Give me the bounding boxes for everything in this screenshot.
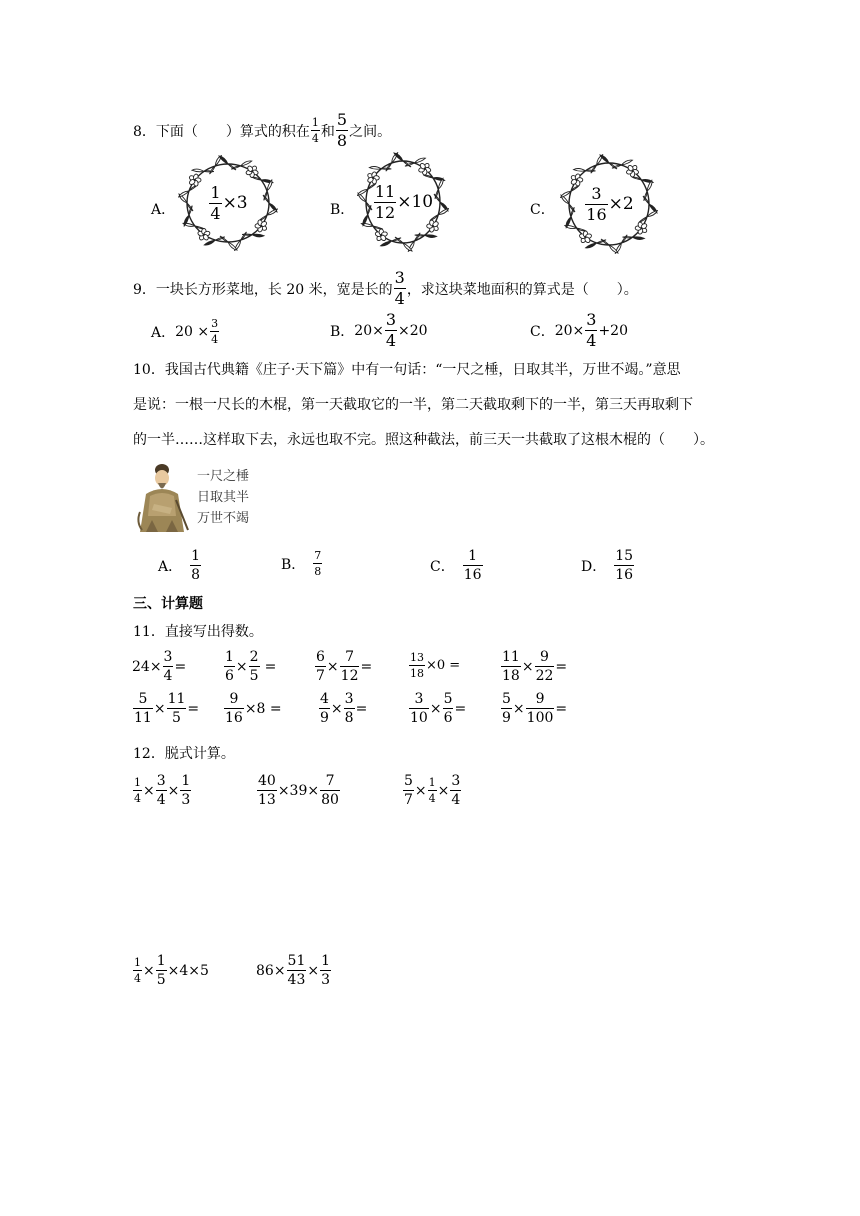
q9-option-b: B． 20× $\frac{3}{4}$ ×20 <box>330 310 428 350</box>
q10-option-c: C． $\frac{1}{16}$ <box>430 548 482 583</box>
q11-expr: $\frac{5}{11}$ × $\frac{11}{5}$ = <box>134 691 200 726</box>
q8-stem: 8．下面（ ）算式的积在 $\frac{1}{4}$ 和 $\frac{5}{8}$ 之间。 <box>133 110 392 150</box>
q10-option-a: A． $\frac{1}{8}$ <box>158 548 201 583</box>
q10-line-2: 是说：一根一尺长的木棍，第一天截取它的一半，第二天截取剩下的一半，第三天再取剩下 <box>133 397 693 413</box>
sage-quote: 一尺之棰 日取其半 万世不竭 <box>197 469 250 526</box>
option-label-b: B． <box>330 202 355 218</box>
option-label-a: A． <box>151 202 176 218</box>
q10-option-d: D． $\frac{15}{16}$ <box>581 548 634 583</box>
q12-expr: $\frac{40}{13}$ ×39× $\frac{7}{80}$ <box>258 773 339 808</box>
q9-option-a: A． 20 × $\frac{3}{4}$ <box>151 317 219 346</box>
q11-expr: $\frac{9}{16}$ ×8 = <box>225 691 282 726</box>
q10-line-1: 10．我国古代典籍《庄子·天下篇》中有一句话：“一尺之棰，日取其半，万世不竭。”意思 <box>133 362 681 378</box>
q10-line-3: 的一半……这样取下去，永远也取不完。照这种截法，前三天一共截取了这根木棍的（ ）。 <box>133 432 714 448</box>
q12-expr: $\frac{1}{4}$ × $\frac{3}{4}$ × $\frac{1}{3}$ <box>134 773 191 808</box>
q11-expr: 24× $\frac{3}{4}$ = <box>132 649 187 684</box>
q11-expr: $\frac{4}{9}$ × $\frac{3}{8}$ = <box>320 691 368 726</box>
wreath-c: $\frac{3}{16}$ ×2 <box>560 154 658 254</box>
q11-title: 11．直接写出得数。 <box>133 624 263 640</box>
q11-expr: $\frac{5}{9}$ × $\frac{9}{100}$ = <box>502 691 568 726</box>
fraction: $\frac{1}{4}$ <box>311 116 319 145</box>
section-heading: 三、计算题 <box>133 596 203 612</box>
q11-expr: $\frac{1}{6}$ × $\frac{2}{5}$ = <box>225 649 277 684</box>
q12-expr: 86× $\frac{51}{43}$ × $\frac{1}{3}$ <box>256 953 331 988</box>
q9-option-c: C． 20× $\frac{3}{4}$ +20 <box>530 310 628 350</box>
q9-stem: 9．一块长方形菜地，长 20 米，宽是长的 $\frac{3}{4}$ ，求这块菜地面积的算式是（ ）。 <box>133 268 638 308</box>
q11-expr: $\frac{3}{10}$ × $\frac{5}{6}$ = <box>410 691 467 726</box>
wreath-a: $\frac{1}{4}$ ×3 <box>178 155 278 251</box>
q11-expr: $\frac{13}{18}$ ×0 = <box>410 651 461 680</box>
q12-title: 12．脱式计算。 <box>133 746 235 762</box>
q11-expr: $\frac{6}{7}$ × $\frac{7}{12}$ = <box>316 649 373 684</box>
sage-illustration-icon <box>132 460 192 534</box>
q12-expr: $\frac{1}{4}$ × $\frac{1}{5}$ ×4×5 <box>134 953 209 988</box>
option-label-c: C． <box>530 202 555 218</box>
q10-option-b: B． $\frac{7}{8}$ <box>281 549 322 578</box>
wreath-b: $\frac{11}{12}$ ×10 <box>357 152 449 252</box>
fraction: $\frac{5}{8}$ <box>336 110 348 150</box>
fraction: $\frac{3}{4}$ <box>394 268 405 308</box>
q11-expr: $\frac{11}{18}$ × $\frac{9}{22}$ = <box>502 649 568 684</box>
q12-expr: $\frac{5}{7}$ × $\frac{1}{4}$ × $\frac{3}{4}$ <box>404 773 461 808</box>
